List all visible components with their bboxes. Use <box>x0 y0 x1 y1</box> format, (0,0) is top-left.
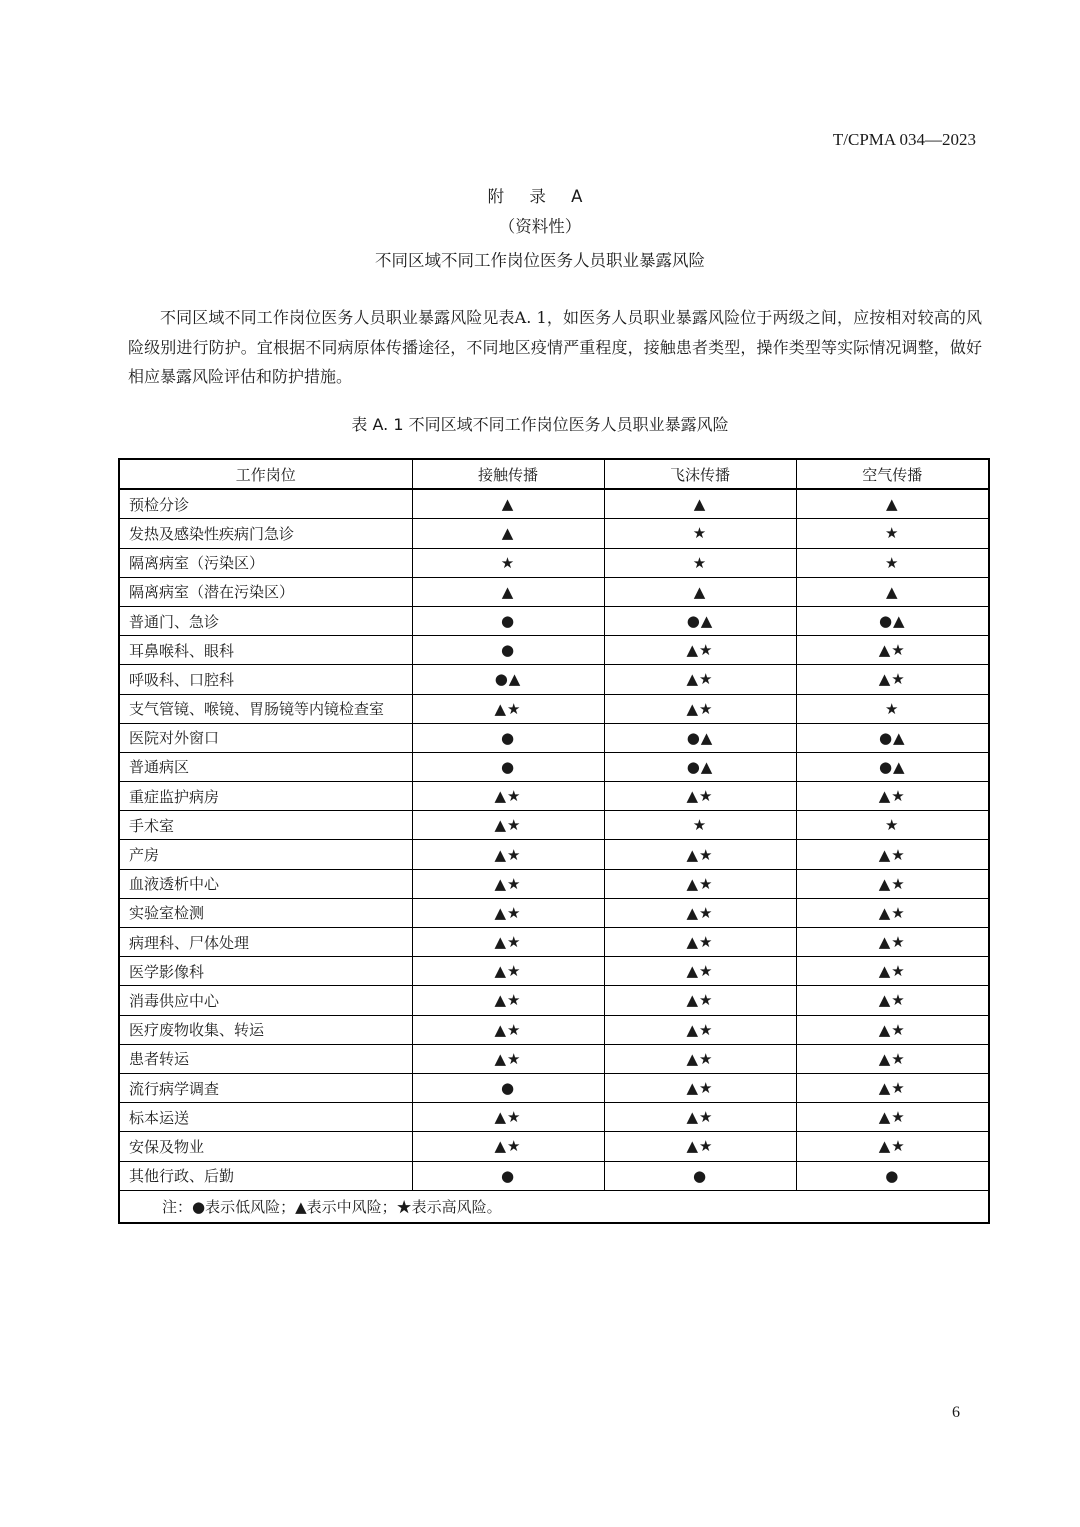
post-cell: 实验室检测 <box>119 898 412 927</box>
post-cell: 呼吸科、口腔科 <box>119 665 412 694</box>
airborne-risk-cell: ●▲ <box>796 723 989 752</box>
post-cell: 普通病区 <box>119 752 412 781</box>
contact-risk-cell: ★ <box>412 548 604 577</box>
contact-risk-cell: ▲★ <box>412 957 604 986</box>
post-cell: 流行病学调查 <box>119 1073 412 1102</box>
intro-paragraph: 不同区域不同工作岗位医务人员职业暴露风险见表A. 1，如医务人员职业暴露风险位于两级之间，应按相对较高的风险级别进行防护。宜根据不同病原体传播途径，不同地区疫情严重程度，接触患者类型，操作类型等实际情况调整，做好相应暴露风险评估和防护措施。 <box>128 308 982 386</box>
contact-risk-cell: ▲★ <box>412 986 604 1015</box>
post-cell: 耳鼻喉科、眼科 <box>119 636 412 665</box>
droplet-risk-cell: ▲★ <box>604 1015 796 1044</box>
droplet-risk-cell: ▲★ <box>604 898 796 927</box>
droplet-risk-cell: ▲★ <box>604 1073 796 1102</box>
table-row <box>119 1073 989 1102</box>
table-caption: 表 A. 1 不同区域不同工作岗位医务人员职业暴露风险 <box>351 415 729 434</box>
post-cell: 支气管镜、喉镜、胃肠镜等内镜检查室 <box>119 694 412 723</box>
contact-risk-cell: ● <box>412 1161 604 1190</box>
contact-risk-cell: ▲★ <box>412 811 604 840</box>
post-cell: 隔离病室（污染区） <box>119 548 412 577</box>
airborne-risk-cell: ★ <box>796 811 989 840</box>
table-row <box>119 928 989 957</box>
contact-risk-cell: ●▲ <box>412 665 604 694</box>
document-code: T/CPMA 034—2023 <box>832 130 976 149</box>
droplet-risk-cell: ★ <box>604 811 796 840</box>
airborne-risk-cell: ▲★ <box>796 1073 989 1102</box>
droplet-risk-cell: ▲★ <box>604 869 796 898</box>
droplet-risk-cell: ▲★ <box>604 986 796 1015</box>
contact-risk-cell: ▲★ <box>412 898 604 927</box>
droplet-risk-cell: ▲ <box>604 577 796 606</box>
airborne-risk-cell: ▲★ <box>796 1015 989 1044</box>
table-row <box>119 694 989 723</box>
droplet-risk-cell: ●▲ <box>604 606 796 635</box>
airborne-risk-cell: ▲ <box>796 577 989 606</box>
droplet-risk-cell: ● <box>604 1161 796 1190</box>
droplet-risk-cell: ▲★ <box>604 928 796 957</box>
contact-risk-cell: ▲★ <box>412 694 604 723</box>
post-cell: 其他行政、后勤 <box>119 1161 412 1190</box>
header-post: 工作岗位 <box>119 459 412 489</box>
droplet-risk-cell: ▲★ <box>604 636 796 665</box>
droplet-risk-cell: ▲★ <box>604 1044 796 1073</box>
table-row <box>119 1044 989 1073</box>
post-cell: 手术室 <box>119 811 412 840</box>
table-row <box>119 548 989 577</box>
post-cell: 隔离病室（潜在污染区） <box>119 577 412 606</box>
post-cell: 普通门、急诊 <box>119 606 412 635</box>
contact-risk-cell: ▲★ <box>412 840 604 869</box>
airborne-risk-cell: ▲★ <box>796 840 989 869</box>
contact-risk-cell: ▲★ <box>412 928 604 957</box>
contact-risk-cell: ▲★ <box>412 1044 604 1073</box>
annex-label: 附 录 A <box>487 187 593 206</box>
table-note: 注：●表示低风险；▲表示中风险；★表示高风险。 <box>119 1190 989 1223</box>
droplet-risk-cell: ▲★ <box>604 1132 796 1161</box>
annex-title: 不同区域不同工作岗位医务人员职业暴露风险 <box>375 251 705 270</box>
airborne-risk-cell: ▲★ <box>796 665 989 694</box>
airborne-risk-cell: ▲ <box>796 489 989 519</box>
table-row <box>119 1132 989 1161</box>
table-row <box>119 577 989 606</box>
post-cell: 患者转运 <box>119 1044 412 1073</box>
airborne-risk-cell: ●▲ <box>796 752 989 781</box>
table-row <box>119 986 989 1015</box>
table-row <box>119 869 989 898</box>
table-header-row <box>119 459 989 489</box>
post-cell: 医学影像科 <box>119 957 412 986</box>
table-row <box>119 606 989 635</box>
post-cell: 病理科、尸体处理 <box>119 928 412 957</box>
airborne-risk-cell: ▲★ <box>796 636 989 665</box>
contact-risk-cell: ● <box>412 636 604 665</box>
droplet-risk-cell: ★ <box>604 519 796 548</box>
post-cell: 重症监护病房 <box>119 782 412 811</box>
droplet-risk-cell: ▲★ <box>604 694 796 723</box>
droplet-risk-cell: ▲★ <box>604 1103 796 1132</box>
header-airborne: 空气传播 <box>796 459 989 489</box>
contact-risk-cell: ▲ <box>412 489 604 519</box>
post-cell: 预检分诊 <box>119 489 412 519</box>
header-droplet: 飞沫传播 <box>604 459 796 489</box>
contact-risk-cell: ▲★ <box>412 782 604 811</box>
annex-nature: （资料性） <box>498 217 582 236</box>
table-row <box>119 665 989 694</box>
droplet-risk-cell: ●▲ <box>604 723 796 752</box>
table-row <box>119 636 989 665</box>
droplet-risk-cell: ▲ <box>604 489 796 519</box>
table-row <box>119 1015 989 1044</box>
airborne-risk-cell: ●▲ <box>796 606 989 635</box>
header-contact: 接触传播 <box>412 459 604 489</box>
contact-risk-cell: ▲ <box>412 519 604 548</box>
post-cell: 医院对外窗口 <box>119 723 412 752</box>
post-cell: 标本运送 <box>119 1103 412 1132</box>
table-row <box>119 898 989 927</box>
airborne-risk-cell: ▲★ <box>796 1103 989 1132</box>
airborne-risk-cell: ● <box>796 1161 989 1190</box>
contact-risk-cell: ● <box>412 1073 604 1102</box>
table-row <box>119 1103 989 1132</box>
contact-risk-cell: ▲★ <box>412 1015 604 1044</box>
contact-risk-cell: ● <box>412 752 604 781</box>
airborne-risk-cell: ▲★ <box>796 986 989 1015</box>
airborne-risk-cell: ▲★ <box>796 1044 989 1073</box>
airborne-risk-cell: ▲★ <box>796 898 989 927</box>
droplet-risk-cell: ▲★ <box>604 782 796 811</box>
table-row <box>119 752 989 781</box>
table-row <box>119 782 989 811</box>
droplet-risk-cell: ▲★ <box>604 840 796 869</box>
table-row <box>119 840 989 869</box>
post-cell: 产房 <box>119 840 412 869</box>
airborne-risk-cell: ★ <box>796 548 989 577</box>
table-row <box>119 519 989 548</box>
table-body <box>119 489 989 1190</box>
contact-risk-cell: ▲★ <box>412 1103 604 1132</box>
airborne-risk-cell: ▲★ <box>796 782 989 811</box>
risk-table <box>118 458 990 1224</box>
airborne-risk-cell: ★ <box>796 519 989 548</box>
table-row <box>119 489 989 519</box>
droplet-risk-cell: ★ <box>604 548 796 577</box>
airborne-risk-cell: ▲★ <box>796 1132 989 1161</box>
airborne-risk-cell: ▲★ <box>796 957 989 986</box>
droplet-risk-cell: ▲★ <box>604 957 796 986</box>
table-row <box>119 811 989 840</box>
table-row <box>119 723 989 752</box>
table-row <box>119 1161 989 1190</box>
contact-risk-cell: ● <box>412 723 604 752</box>
airborne-risk-cell: ▲★ <box>796 928 989 957</box>
airborne-risk-cell: ★ <box>796 694 989 723</box>
table-row <box>119 957 989 986</box>
post-cell: 医疗废物收集、转运 <box>119 1015 412 1044</box>
droplet-risk-cell: ●▲ <box>604 752 796 781</box>
contact-risk-cell: ▲ <box>412 577 604 606</box>
page-number: 6 <box>952 1404 960 1421</box>
airborne-risk-cell: ▲★ <box>796 869 989 898</box>
post-cell: 消毒供应中心 <box>119 986 412 1015</box>
droplet-risk-cell: ▲★ <box>604 665 796 694</box>
contact-risk-cell: ▲★ <box>412 869 604 898</box>
post-cell: 血液透析中心 <box>119 869 412 898</box>
post-cell: 发热及感染性疾病门急诊 <box>119 519 412 548</box>
note-row <box>119 1190 989 1223</box>
contact-risk-cell: ▲★ <box>412 1132 604 1161</box>
contact-risk-cell: ● <box>412 606 604 635</box>
post-cell: 安保及物业 <box>119 1132 412 1161</box>
